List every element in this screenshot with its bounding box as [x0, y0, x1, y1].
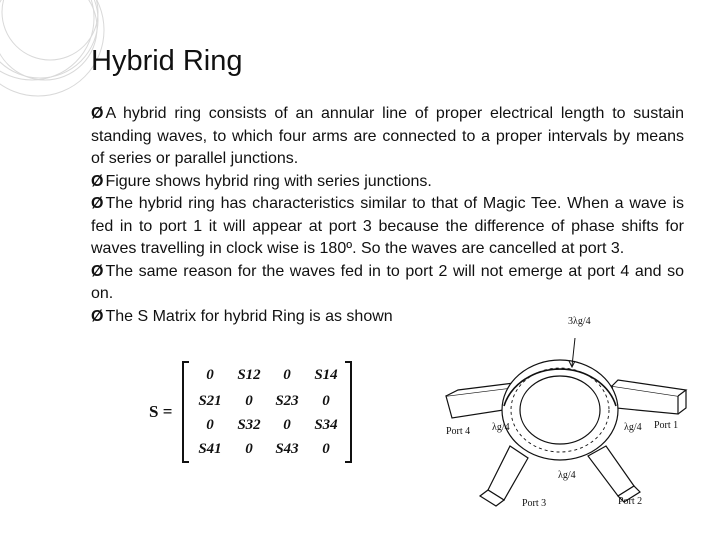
arm-port-3	[480, 446, 528, 506]
bullet-item	[91, 171, 684, 194]
bullet-arrow-icon: Ø	[91, 195, 104, 212]
label-quarter-wave-bottom: λg/4	[558, 470, 576, 481]
matrix-cell: 0	[206, 417, 214, 433]
matrix-cell: S43	[275, 441, 299, 457]
label-quarter-wave-right: λg/4	[624, 422, 642, 433]
matrix-lhs: S =	[149, 402, 173, 421]
arm-port-1	[612, 380, 686, 414]
matrix-cell: 0	[283, 417, 291, 433]
bullet-arrow-icon: Ø	[91, 307, 104, 325]
matrix-cell: S23	[275, 393, 299, 409]
bullet-text: The S Matrix for hybrid Ring is as shown	[105, 307, 393, 325]
matrix-cell: 0	[322, 393, 330, 409]
matrix-cell: 0	[245, 393, 253, 409]
matrix-cell: S32	[237, 417, 261, 433]
bullet-text: The hybrid ring has characteristics similar to that of Magic Tee. When a wave is fed in to port 1 it will appear at port 3 because the difference of phase shifts for waves travelling in clock wise is 180º. So the waves are cancelled at port 3.	[91, 195, 684, 257]
right-bracket	[345, 362, 351, 462]
left-bracket	[183, 362, 189, 462]
bullet-text: The same reason for the waves fed in to port 2 will not emerge at port 4 and so on.	[91, 262, 684, 302]
label-port-1: Port 1	[654, 420, 679, 431]
label-port-2: Port 2	[618, 496, 643, 507]
bullet-arrow-icon: Ø	[91, 262, 104, 280]
s-matrix	[145, 356, 355, 468]
bullet-item	[91, 103, 684, 171]
matrix-cell: 0	[322, 441, 330, 457]
hybrid-ring-figure	[440, 310, 690, 525]
matrix-cell: 0	[206, 367, 214, 383]
matrix-cell: S41	[198, 441, 222, 457]
bullet-list	[91, 103, 684, 328]
slide-title: Hybrid Ring	[91, 45, 243, 77]
matrix-cell: S14	[314, 367, 338, 383]
matrix-cell: S34	[314, 417, 338, 433]
annular-ring	[502, 360, 618, 460]
bullet-arrow-icon: Ø	[91, 172, 104, 190]
matrix-cell: S12	[237, 367, 261, 383]
bullet-item	[91, 193, 684, 261]
bullet-text: Figure shows hybrid ring with series junctions.	[105, 172, 432, 190]
matrix-cell: 0	[283, 367, 291, 383]
arm-port-2	[588, 446, 640, 502]
bullet-text: A hybrid ring consists of an annular line of proper electrical length to sustain standing waves, to which four arms are connected to a proper intervals by means of series or parallel junctions.	[91, 105, 684, 167]
label-port-3: Port 3	[522, 498, 547, 509]
bullet-arrow-icon: Ø	[91, 105, 104, 122]
bullet-item	[91, 261, 684, 306]
label-three-quarter-wave: 3λg/4	[568, 316, 591, 327]
label-port-4: Port 4	[446, 426, 471, 437]
matrix-cell: S21	[198, 393, 222, 409]
label-quarter-wave-left: λg/4	[492, 422, 510, 433]
matrix-cell: 0	[245, 441, 253, 457]
